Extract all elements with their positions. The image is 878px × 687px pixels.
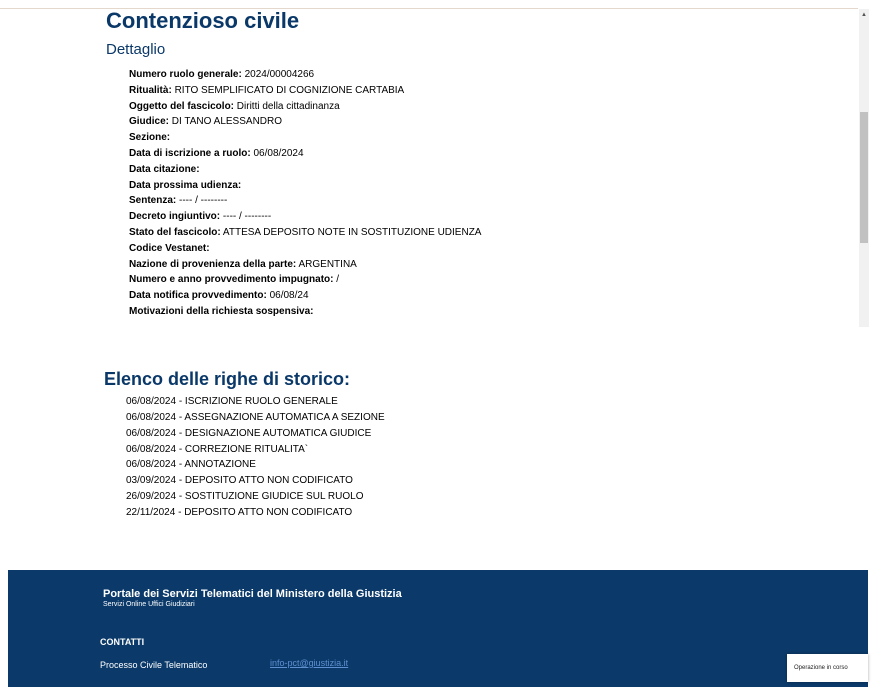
history-row: 06/08/2024 - ASSEGNAZIONE AUTOMATICA A SEZIONE — [126, 411, 385, 423]
section-subtitle: Dettaglio — [106, 41, 166, 58]
site-footer — [8, 570, 868, 687]
scroll-up-arrow-icon[interactable]: ▲ — [861, 12, 867, 18]
detail-list — [129, 67, 481, 320]
page-title: Contenzioso civile — [106, 9, 300, 33]
detail-value: 2024/00004266 — [244, 69, 315, 80]
detail-label: Data di iscrizione a ruolo: — [129, 147, 251, 159]
detail-row — [129, 288, 481, 304]
detail-label: Stato del fascicolo: — [129, 226, 221, 238]
history-row: 26/09/2024 - SOSTITUZIONE GIUDICE SUL RUOLO — [126, 491, 364, 503]
detail-row — [129, 209, 481, 225]
history-list — [126, 394, 385, 521]
detail-label: Data notifica provvedimento: — [129, 290, 267, 302]
detail-row — [129, 114, 481, 130]
detail-row — [129, 257, 481, 273]
detail-label: Ritualità: — [129, 84, 172, 96]
detail-label: Giudice: — [129, 116, 170, 128]
detail-value: ATTESA DEPOSITO NOTE IN SOSTITUZIONE UDIENZA — [222, 226, 482, 238]
detail-row — [129, 67, 481, 83]
detail-label: Numero ruolo generale: — [129, 69, 242, 80]
history-row: 06/08/2024 - CORREZIONE RITUALITA` — [126, 443, 309, 455]
history-row: 06/08/2024 - ISCRIZIONE RUOLO GENERALE — [126, 396, 338, 407]
detail-row — [129, 193, 481, 209]
detail-label: Oggetto del fascicolo: — [129, 100, 235, 112]
detail-label: Motivazioni della richiesta sospensiva: — [129, 305, 314, 317]
detail-label: Nazione di provenienza della parte: — [129, 258, 297, 270]
detail-value: RITO SEMPLIFICATO DI COGNIZIONE CARTABIA — [174, 84, 405, 96]
detail-value: DI TANO ALESSANDRO — [171, 116, 283, 128]
footer-title: Portale dei Servizi Telematici del Ministero della Giustizia — [103, 588, 402, 600]
detail-row — [129, 272, 481, 288]
footer-contacts-heading: CONTATTI — [100, 637, 145, 647]
history-row: 22/11/2024 - DEPOSITO ATTO NON CODIFICATO — [126, 506, 353, 518]
history-row: 06/08/2024 - DESIGNAZIONE AUTOMATICA GIUDICE — [126, 427, 372, 439]
detail-label: Numero e anno provvedimento impugnato: — [129, 274, 334, 286]
detail-row — [129, 162, 481, 178]
detail-row — [129, 83, 481, 99]
detail-value: 06/08/2024 — [253, 147, 304, 159]
loading-toast: Operazione in corso — [787, 654, 868, 682]
detail-row — [129, 130, 481, 146]
detail-label: Codice Vestanet: — [129, 242, 210, 254]
detail-row — [129, 146, 481, 162]
detail-value: Diritti della cittadinanza — [236, 100, 340, 112]
detail-label: Sentenza: — [129, 195, 177, 207]
footer-pct-label: Processo Civile Telematico — [100, 660, 208, 670]
scroll-thumb[interactable] — [860, 112, 868, 243]
detail-row — [129, 178, 481, 194]
detail-row — [129, 99, 481, 115]
history-row: 03/09/2024 - DEPOSITO ATTO NON CODIFICATO — [126, 475, 353, 487]
detail-value: ARGENTINA — [298, 258, 357, 270]
footer-subtitle: Servizi Online Uffici Giudiziari — [103, 601, 195, 608]
detail-value: 06/08/24 — [269, 290, 309, 302]
history-title: Elenco delle righe di storico: — [104, 369, 351, 389]
detail-panel — [0, 9, 858, 327]
detail-value: ---- / -------- — [222, 211, 272, 223]
detail-row — [129, 225, 481, 241]
detail-row — [129, 304, 481, 320]
detail-label: Data citazione: — [129, 163, 200, 175]
detail-row — [129, 241, 481, 257]
history-row: 06/08/2024 - ANNOTAZIONE — [126, 459, 256, 471]
detail-scrollbar[interactable] — [859, 9, 869, 327]
detail-value: / — [336, 274, 340, 286]
detail-label: Sezione: — [129, 132, 171, 144]
footer-pct-email-link[interactable]: info-pct@giustizia.it — [270, 658, 349, 668]
detail-label: Data prossima udienza: — [129, 179, 242, 191]
detail-value: ---- / -------- — [179, 195, 228, 207]
detail-label: Decreto ingiuntivo: — [129, 211, 221, 223]
